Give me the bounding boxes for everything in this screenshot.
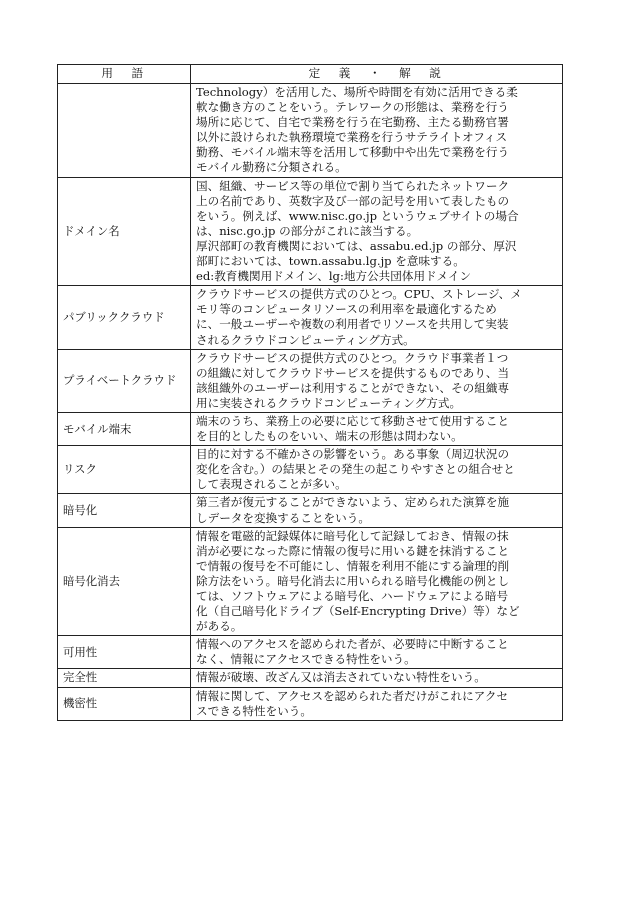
definition-line: 以外に設けられた執務環境で業務を行うサテライトオフィス bbox=[196, 130, 508, 145]
definition-line: 消が必要になった際に情報の復号に用いる鍵を抹消すること bbox=[196, 543, 510, 558]
table-row bbox=[58, 446, 563, 494]
definition-line: 除方法をいう。暗号化消去に用いられる暗号化機能の例とし bbox=[196, 573, 510, 588]
table-header-row bbox=[58, 65, 563, 84]
table-row bbox=[58, 84, 563, 178]
term-cell bbox=[58, 84, 191, 178]
term-cell: プライベートクラウド bbox=[58, 349, 191, 412]
table-row bbox=[58, 636, 563, 669]
definition-line: に、一般ユーザーや複数の利用者でリソースを共用して実装 bbox=[196, 317, 509, 332]
definition-cell bbox=[191, 494, 563, 527]
definition-line: 用に実装されるクラウドコンピューティング方式。 bbox=[196, 395, 462, 410]
table-row bbox=[58, 349, 563, 412]
definition-line: 軟な働き方のことをいう。テレワークの形態は、業務を行う bbox=[196, 100, 509, 115]
definition-line: 情報に関して、アクセスを認められた者だけがこれにアクセ bbox=[196, 688, 509, 703]
header-term: 用 語 bbox=[58, 65, 191, 84]
definition-cell bbox=[191, 669, 563, 687]
definition-line: モバイル勤務に分類される。 bbox=[196, 160, 347, 175]
definition-line: 化（自己暗号化ドライブ（Self-Encrypting Drive）等）など bbox=[196, 604, 520, 619]
definition-line: 該組織外のユーザーは利用することができない、その組織専 bbox=[196, 380, 510, 395]
definition-line: 厚沢部町の教育機関においては、assabu.ed.jp の部分、厚沢 bbox=[196, 238, 517, 253]
term-cell: 完全性 bbox=[58, 669, 191, 687]
definition-line: の組織に対してクラウドサービスを提供するものであり、当 bbox=[196, 365, 510, 380]
definition-line: 部町においては、town.assabu.lg.jp を意味する。 bbox=[196, 254, 465, 269]
definition-line: 勤務、モバイル端末等を活用して移動中や出先で業務を行う bbox=[196, 145, 510, 160]
definition-cell bbox=[191, 412, 563, 445]
term-cell: リスク bbox=[58, 446, 191, 494]
definition-line: なく、情報にアクセスできる特性をいう。 bbox=[196, 652, 416, 667]
definition-line: ては、ソフトウェアによる暗号化、ハードウェアによる暗号 bbox=[196, 589, 509, 603]
definition-line: 変化を含む。）の結果とその発生の起こりやすさとの組合せと bbox=[196, 462, 515, 477]
definition-line: 端末のうち、業務上の必要に応じて移動させて使用すること bbox=[196, 413, 510, 428]
table-row bbox=[58, 286, 563, 349]
definition-line: スできる特性をいう。 bbox=[196, 703, 312, 718]
definition-line: は、nisc.go.jp の部分がこれに該当する。 bbox=[196, 223, 419, 238]
definition-line: されるクラウドコンピューティング方式。 bbox=[196, 332, 415, 347]
definition-line: モリ等のコンピュータリソースの利用率を最適化するため bbox=[196, 302, 497, 317]
term-cell: 暗号化 bbox=[58, 494, 191, 527]
table-row bbox=[58, 527, 563, 636]
definition-line: をいう。例えば、www.nisc.go.jp というウェブサイトの場合 bbox=[196, 208, 519, 223]
definition-line: Technology）を活用した、場所や時間を有効に活用できる柔 bbox=[196, 85, 518, 99]
definition-line: クラウドサービスの提供方式のひとつ。クラウド事業者１つ bbox=[196, 350, 509, 365]
definition-line: 上の名前であり、英数字及び一部の記号を用いて表したもの bbox=[196, 193, 510, 208]
definition-line: を目的としたものをいい、端末の形態は問わない。 bbox=[196, 429, 463, 444]
definition-cell bbox=[191, 177, 563, 286]
table-row bbox=[58, 669, 563, 687]
definition-line: 目的に対する不確かさの影響をいう。ある事象（周辺状況の bbox=[196, 447, 510, 462]
glossary-table bbox=[57, 64, 563, 721]
table-row bbox=[58, 412, 563, 445]
table-row bbox=[58, 687, 563, 720]
definition-line: 国、組織、サービス等の単位で割り当てられたネットワーク bbox=[196, 178, 510, 193]
definition-line: 情報が破壊、改ざん又は消去されていない特性をいう。 bbox=[196, 670, 486, 685]
definition-cell bbox=[191, 446, 563, 494]
term-cell: 暗号化消去 bbox=[58, 527, 191, 636]
header-definition: 定 義 ・ 解 説 bbox=[191, 65, 563, 84]
definition-cell bbox=[191, 527, 563, 636]
definition-cell bbox=[191, 687, 563, 720]
document-page bbox=[57, 64, 562, 721]
definition-line: しデータを変換することをいう。 bbox=[196, 510, 370, 525]
glossary-rows bbox=[58, 84, 563, 721]
term-cell: モバイル端末 bbox=[58, 412, 191, 445]
term-cell: 機密性 bbox=[58, 687, 191, 720]
definition-line: 場所に応じて、自宅で業務を行う在宅勤務、主たる勤務官署 bbox=[196, 115, 509, 130]
definition-cell bbox=[191, 286, 563, 349]
definition-line: クラウドサービスの提供方式のひとつ。CPU、ストレージ、メ bbox=[196, 287, 522, 302]
definition-line: 第三者が復元することができないよう、定められた演算を施 bbox=[196, 495, 510, 510]
term-cell: ドメイン名 bbox=[58, 177, 191, 286]
definition-line: 情報へのアクセスを認められた者が、必要時に中断すること bbox=[196, 637, 509, 652]
term-cell: パブリッククラウド bbox=[58, 286, 191, 349]
definition-line: ed:教育機関用ドメイン、lg:地方公共団体用ドメイン bbox=[196, 269, 472, 284]
definition-line: して表現されることが多い。 bbox=[196, 477, 347, 492]
definition-cell bbox=[191, 636, 563, 669]
definition-line: で情報の復号を不可能にし、情報を利用不能にする論理的削 bbox=[196, 558, 510, 573]
table-row bbox=[58, 494, 563, 527]
definition-cell bbox=[191, 349, 563, 412]
term-cell: 可用性 bbox=[58, 636, 191, 669]
table-row bbox=[58, 177, 563, 286]
definition-line: 情報を電磁的記録媒体に暗号化して記録しておき、情報の抹 bbox=[196, 528, 509, 543]
definition-line: がある。 bbox=[196, 619, 243, 634]
definition-cell bbox=[191, 84, 563, 178]
